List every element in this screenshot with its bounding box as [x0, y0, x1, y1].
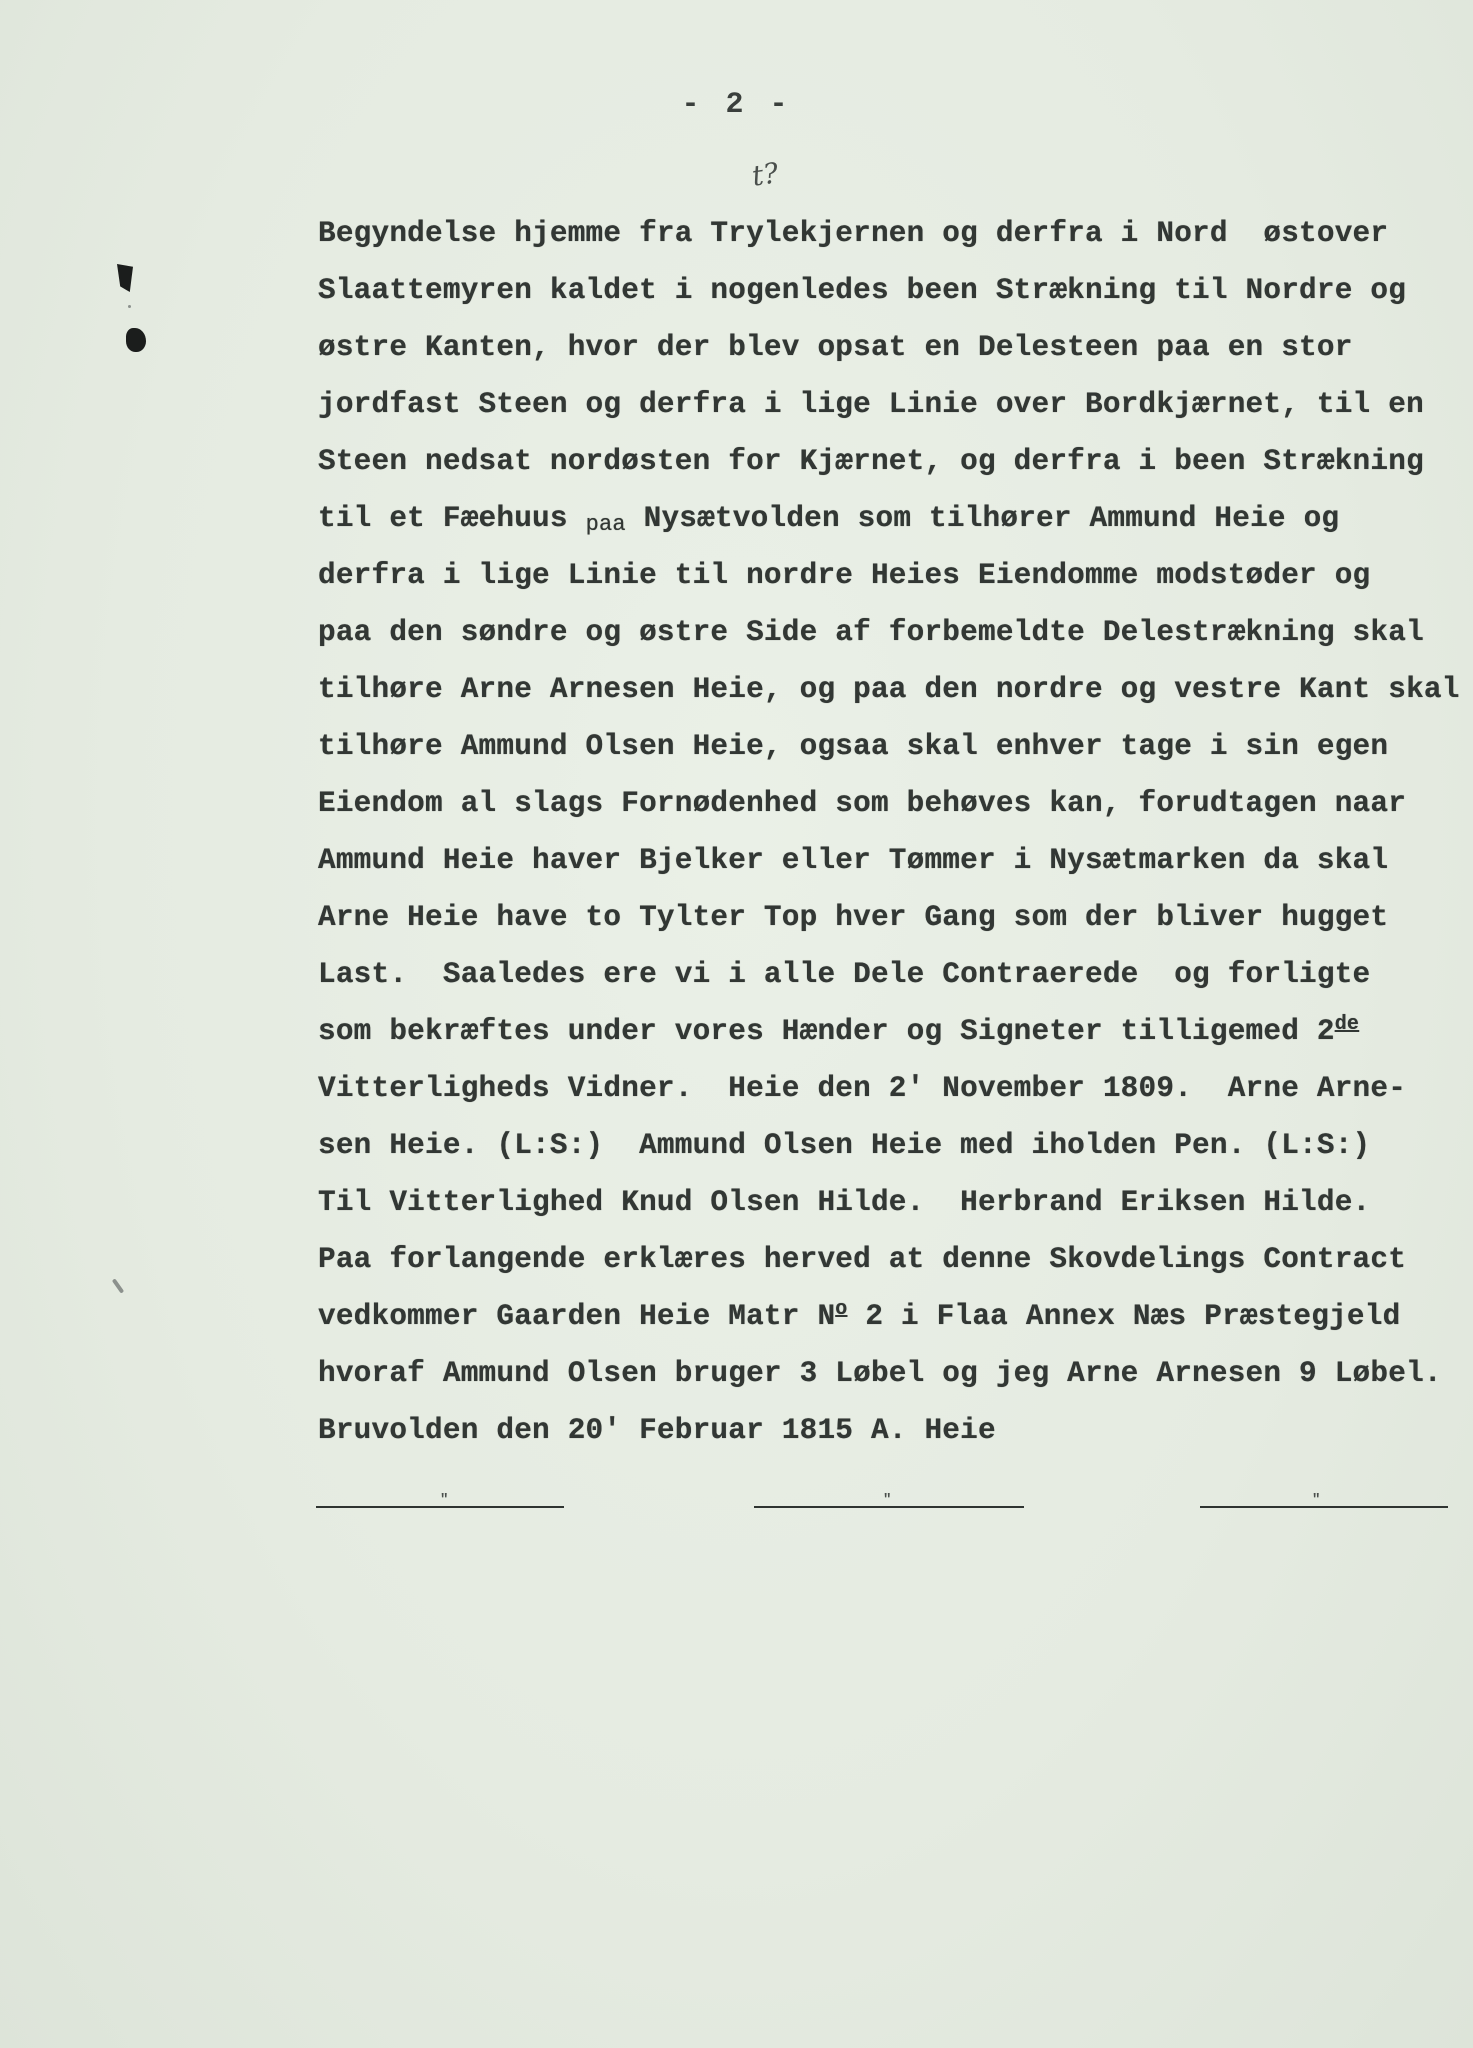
ditto-mark-center: ": [883, 1492, 892, 1508]
text-line: Vitterligheds Vidner. Heie den 2' November 1809. Arne Arne-: [318, 1072, 1407, 1105]
text-fragment: Nysætvolden som tilhører Ammund Heie og: [625, 502, 1340, 535]
text-line: Begyndelse hjemme fra Trylekjernen og derfra i Nord østover: [318, 217, 1389, 250]
text-line: østre Kanten, hvor der blev opsat en Delesteen paa en stor: [318, 331, 1353, 364]
text-line: Last. Saaledes ere vi i alle Dele Contraerede og forligte: [318, 958, 1371, 991]
page-number: - 2 -: [681, 88, 792, 122]
text-fragment: 2 i Flaa Annex Næs Præstegjeld: [847, 1300, 1401, 1333]
text-line: [318, 490, 1448, 547]
text-line: [318, 1003, 1448, 1060]
text-line: Eiendom al slags Fornødenhed som behøves kan, forudtagen naar: [318, 787, 1407, 820]
signature-line-right: [1200, 1506, 1448, 1508]
text-line: Steen nedsat nordøsten for Kjærnet, og derfra i been Strækning: [318, 445, 1424, 478]
text-line: Bruvolden den 20' Februar 1815 A. Heie: [318, 1414, 996, 1447]
text-line: tilhøre Ammund Olsen Heie, ogsaa skal enhver tage i sin egen: [318, 730, 1389, 763]
text-line: Slaattemyren kaldet i nogenledes been Strækning til Nordre og: [318, 274, 1407, 307]
text-line: Til Vitterlighed Knud Olsen Hilde. Herbrand Eriksen Hilde.: [318, 1186, 1371, 1219]
binding-mark-bottom: [126, 328, 146, 352]
text-line: [318, 1288, 1448, 1345]
dust-spot: [112, 1278, 124, 1293]
dust-spot: [128, 305, 131, 308]
text-line: jordfast Steen og derfra i lige Linie over Bordkjærnet, til en: [318, 388, 1424, 421]
text-line: tilhøre Arne Arnesen Heie, og paa den nordre og vestre Kant skal: [318, 673, 1460, 706]
text-line: derfra i lige Linie til nordre Heies Eiendomme modstøder og: [318, 559, 1371, 592]
superscript: o: [835, 1298, 848, 1321]
text-line: hvoraf Ammund Olsen bruger 3 Løbel og jeg Arne Arnesen 9 Løbel.: [318, 1357, 1442, 1390]
text-line: Arne Heie have to Tylter Top hver Gang som der bliver hugget: [318, 901, 1389, 934]
document-body: [318, 205, 1460, 1459]
handwritten-insertion: paa: [585, 512, 626, 537]
text-line: Ammund Heie haver Bjelker eller Tømmer i Nysætmarken da skal: [318, 844, 1389, 877]
ditto-mark-left: ": [440, 1492, 449, 1508]
text-fragment: vedkommer Gaarden Heie Matr N: [318, 1300, 836, 1333]
ditto-mark-right: ": [1312, 1492, 1321, 1508]
binding-mark-top: [117, 264, 133, 292]
handwritten-annotation: t?: [749, 156, 781, 193]
text-line: sen Heie. (L:S:) Ammund Olsen Heie med iholden Pen. (L:S:): [318, 1129, 1371, 1162]
text-line: Paa forlangende erklæres herved at denne Skovdelings Contract: [318, 1243, 1407, 1276]
text-fragment: som bekræftes under vores Hænder og Signeter tilligemed 2: [318, 1015, 1335, 1048]
text-line: paa den søndre og østre Side af forbemeldte Delestrækning skal: [318, 616, 1424, 649]
superscript: de: [1334, 1013, 1360, 1036]
text-fragment: til et Fæehuus: [318, 502, 586, 535]
